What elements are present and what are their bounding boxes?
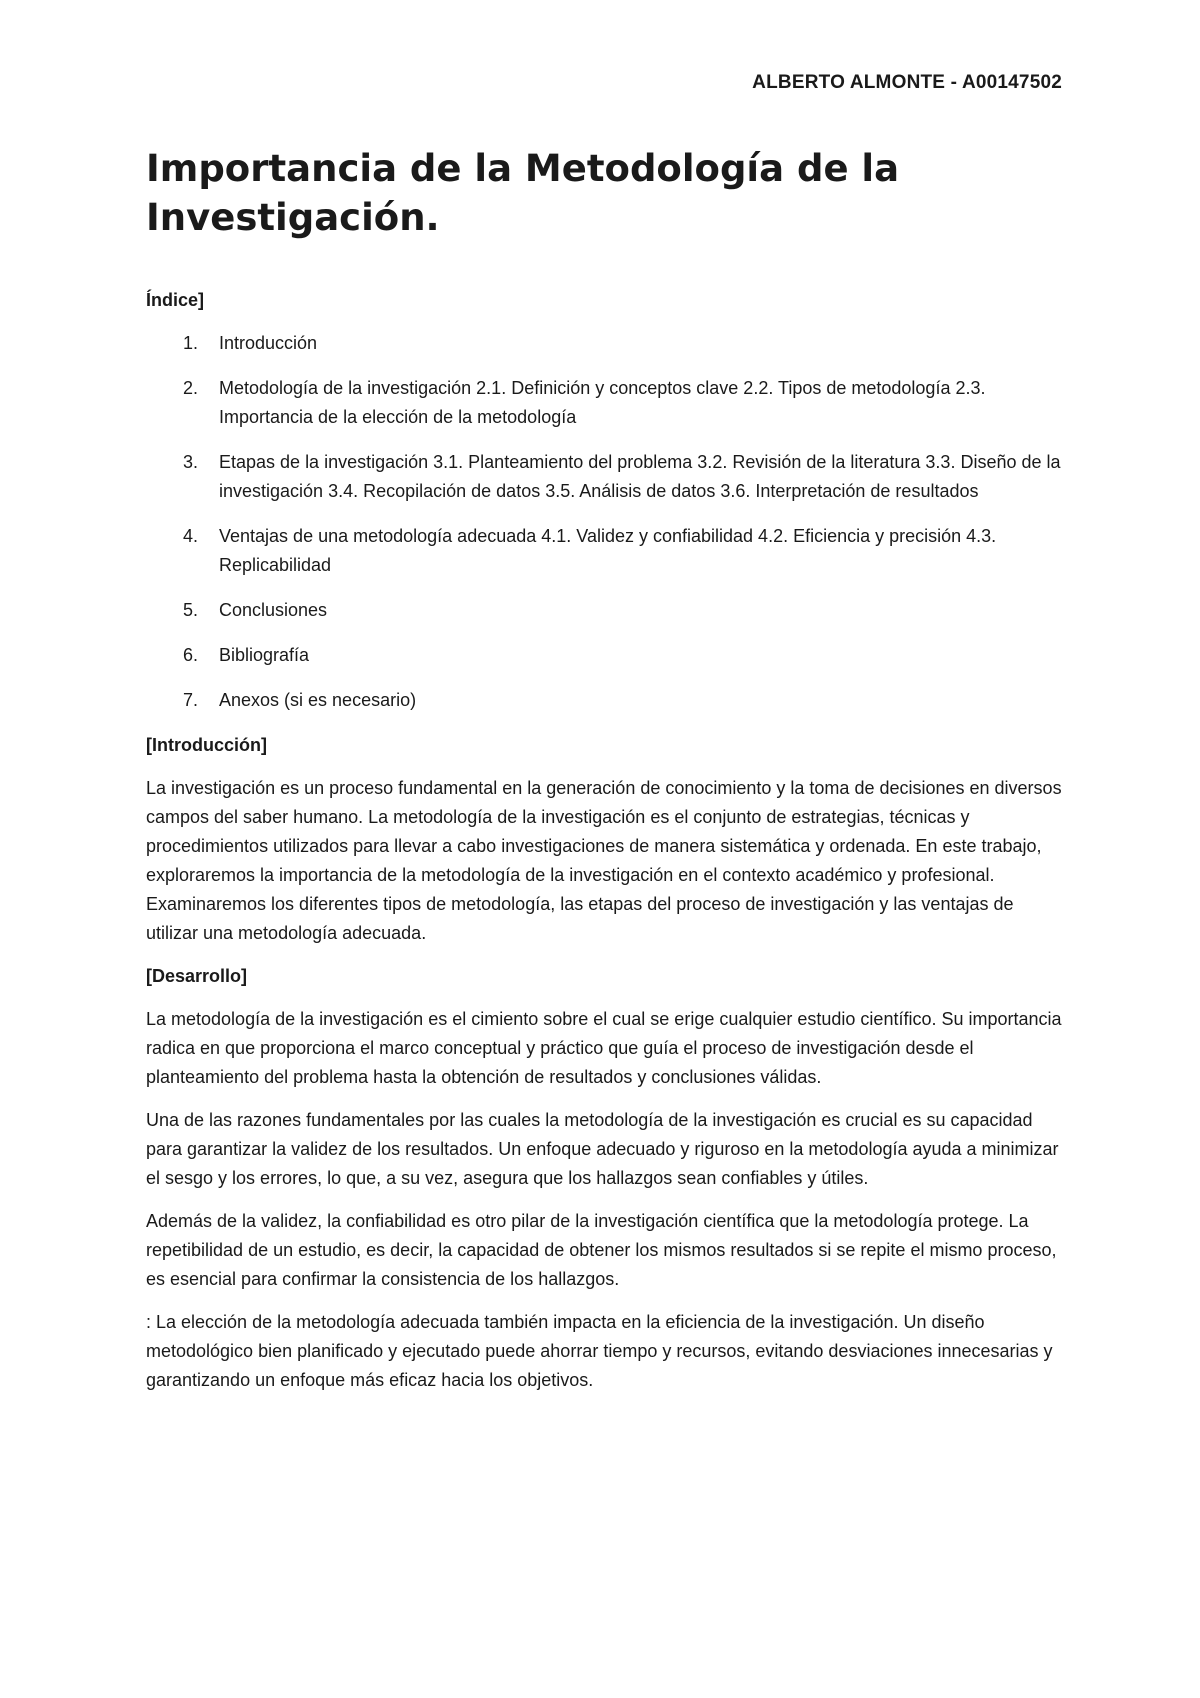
- toc-number: 2.: [183, 378, 199, 398]
- toc-text: Ventajas de una metodología adecuada 4.1. Validez y confiabilidad 4.2. Eficiencia y precisión 4.3. Replicabilidad: [219, 526, 997, 575]
- author-header: ALBERTO ALMONTE - A00147502: [752, 72, 1062, 93]
- table-of-contents: [146, 329, 1066, 715]
- toc-number: 7.: [183, 690, 199, 710]
- toc-item: [146, 329, 1066, 358]
- toc-number: 5.: [183, 600, 199, 620]
- toc-text: Bibliografía: [219, 645, 310, 665]
- toc-text: Anexos (si es necesario): [219, 690, 417, 710]
- toc-item: [146, 522, 1066, 580]
- development-heading: [Desarrollo]: [146, 966, 248, 986]
- development-paragraph: Una de las razones fundamentales por las cuales la metodología de la investigación es crucial es su capacidad para garantizar la validez de los resultados. Un enfoque adecuado y riguroso en la metodología ayuda a minimizar el sesgo y los errores, lo que, a su vez, asegura que los hallazgos sean confiables y útiles.: [146, 1110, 1059, 1188]
- document-title: Importancia de la Metodología de la Investigación.: [146, 147, 900, 239]
- toc-item: [146, 374, 1066, 432]
- toc-text: Metodología de la investigación 2.1. Definición y conceptos clave 2.2. Tipos de metodología 2.3. Importancia de la elección de la metodología: [219, 378, 986, 427]
- development-paragraph: La metodología de la investigación es el cimiento sobre el cual se erige cualquier estudio científico. Su importancia radica en que proporciona el marco conceptual y práctico que guía el proceso de investigación desde el planteamiento del problema hasta la obtención de resultados y conclusiones válidas.: [146, 1009, 1062, 1087]
- intro-heading: [Introducción]: [146, 735, 267, 755]
- toc-item: [146, 596, 1066, 625]
- index-label: Índice]: [146, 290, 205, 310]
- toc-item: [146, 448, 1066, 506]
- toc-number: 4.: [183, 526, 199, 546]
- development-paragraph: : La elección de la metodología adecuada también impacta en la eficiencia de la investigación. Un diseño metodológico bien planificado y ejecutado puede ahorrar tiempo y recursos, evitando desviaciones innecesarias y garantizando un enfoque más eficaz hacia los objetivos.: [146, 1312, 1053, 1390]
- toc-number: 6.: [183, 645, 199, 665]
- toc-number: 3.: [183, 452, 199, 472]
- toc-text: Introducción: [219, 333, 318, 353]
- toc-item: [146, 641, 1066, 670]
- intro-paragraph: La investigación es un proceso fundamental en la generación de conocimiento y la toma de decisiones en diversos campos del saber humano. La metodología de la investigación es el conjunto de estrategias, técnicas y procedimientos utilizados para llevar a cabo investigaciones de manera sistemática y ordenada. En este trabajo, exploraremos la importancia de la metodología de la investigación en el contexto académico y profesional. Examinaremos los diferentes tipos de metodología, las etapas del proceso de investigación y las ventajas de utilizar una metodología adecuada.: [146, 778, 1062, 943]
- toc-text: Conclusiones: [219, 600, 328, 620]
- toc-item: [146, 686, 1066, 715]
- toc-number: 1.: [183, 333, 199, 353]
- toc-text: Etapas de la investigación 3.1. Planteamiento del problema 3.2. Revisión de la literatura 3.3. Diseño de la investigación 3.4. Recopilación de datos 3.5. Análisis de datos 3.6. Interpretación de resultados: [219, 452, 1061, 501]
- document-body: [146, 286, 1066, 1409]
- development-paragraph: Además de la validez, la confiabilidad es otro pilar de la investigación científica que la metodología protege. La repetibilidad de un estudio, es decir, la capacidad de obtener los mismos resultados si se repite el mismo proceso, es esencial para confirmar la consistencia de los hallazgos.: [146, 1211, 1057, 1289]
